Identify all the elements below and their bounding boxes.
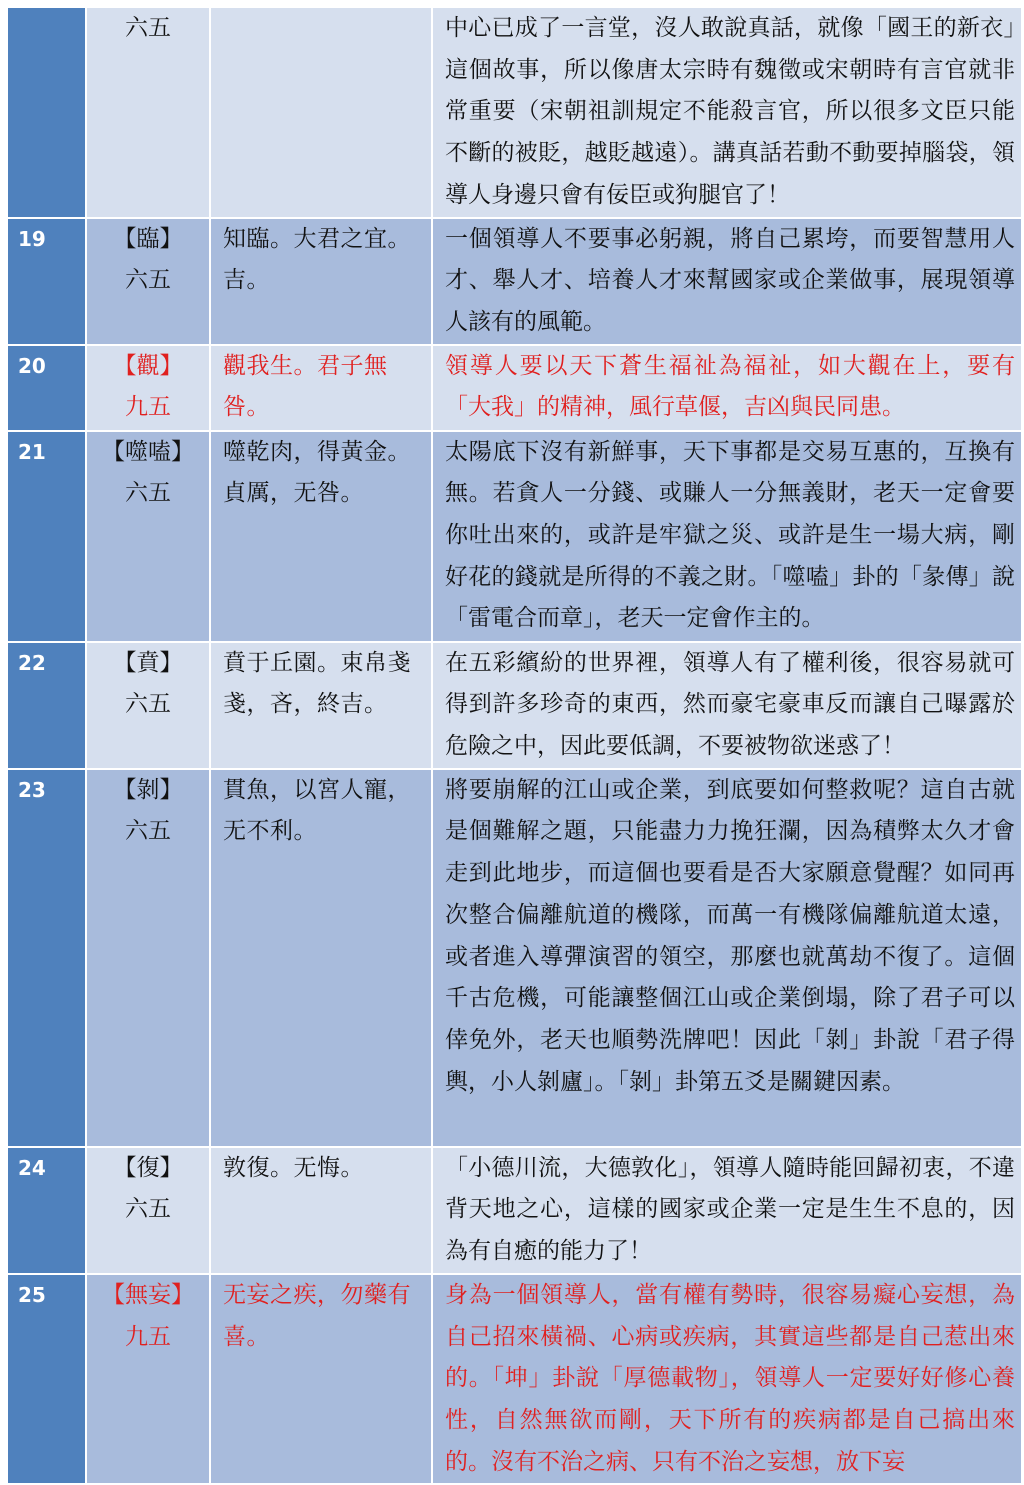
hexagram-name: 【噬嗑】 xyxy=(102,438,194,465)
hexagram-name: 【無妄】 xyxy=(102,1281,194,1308)
explanation: 中心已成了一言堂，沒人敢說真話，就像「國王的新衣」這個故事，所以像唐太宗時有魏徵或宋朝時有言官就非常重要（宋朝祖訓規定不能殺言官，所以很多文臣只能不斷的被貶，越貶越遠）。講真話若動不動要掉腦袋，領導人身邊只會有佞臣或狗腿官了！ xyxy=(432,7,1022,218)
row-number: 22 xyxy=(7,642,86,769)
yao-text xyxy=(210,7,432,218)
table-row xyxy=(7,1147,1022,1274)
hexagram-name: 【剝】 xyxy=(113,776,183,803)
hexagram-cell xyxy=(86,642,210,769)
yao-position: 六五 xyxy=(125,1196,171,1223)
yao-position: 六五 xyxy=(125,818,171,845)
yao-text: 賁于丘園。束帛戔戔，吝，終吉。 xyxy=(210,642,432,769)
yao-text: 无妄之疾，勿藥有喜。 xyxy=(210,1274,432,1485)
table-row xyxy=(7,345,1022,431)
hexagram-name: 【觀】 xyxy=(113,352,183,379)
yao-position: 九五 xyxy=(125,394,171,421)
yao-position: 九五 xyxy=(125,1323,171,1350)
hexagram-cell xyxy=(86,431,210,642)
row-number xyxy=(7,7,86,218)
explanation: 領導人要以天下蒼生福祉為福祉，如大觀在上，要有「大我」的精神，風行草偃，吉凶與民同患。 xyxy=(432,345,1022,431)
row-number: 24 xyxy=(7,1147,86,1274)
table-row xyxy=(7,1274,1022,1485)
hexagram-name: 【復】 xyxy=(113,1154,183,1181)
row-number: 19 xyxy=(7,218,86,345)
yao-position: 六五 xyxy=(125,691,171,718)
hexagram-cell xyxy=(86,7,210,218)
yao-text: 敦復。无悔。 xyxy=(210,1147,432,1274)
hexagram-cell xyxy=(86,345,210,431)
explanation: 「小德川流，大德敦化」，領導人隨時能回歸初衷，不違背天地之心，這樣的國家或企業一定是生生不息的，因為有自癒的能力了！ xyxy=(432,1147,1022,1274)
table-row xyxy=(7,431,1022,642)
explanation: 一個領導人不要事必躬親，將自己累垮，而要智慧用人才、舉人才、培養人才來幫國家或企業做事，展現領導人該有的風範。 xyxy=(432,218,1022,345)
hexagram-name: 【臨】 xyxy=(113,225,183,252)
explanation: 太陽底下沒有新鮮事，天下事都是交易互惠的，互換有無。若貪人一分錢、或賺人一分無義財，老天一定會要你吐出來的，或許是牢獄之災、或許是生一場大病，剛好花的錢就是所得的不義之財。「噬嗑」卦的「彖傳」說「雷電合而章」，老天一定會作主的。 xyxy=(432,431,1022,642)
table-row xyxy=(7,769,1022,1147)
hexagram-cell xyxy=(86,1147,210,1274)
hexagram-cell xyxy=(86,769,210,1147)
hexagram-table xyxy=(6,6,1023,1485)
row-number: 21 xyxy=(7,431,86,642)
hexagram-cell xyxy=(86,218,210,345)
yao-text: 知臨。大君之宜。吉。 xyxy=(210,218,432,345)
explanation: 身為一個領導人，當有權有勢時，很容易癡心妄想，為自己招來橫禍、心病或疾病，其實這些都是自己惹出來的。「坤」卦說「厚德載物」，領導人一定要好好修心養性，自然無欲而剛，天下所有的疾病都是自己搞出來的。沒有不治之病、只有不治之妄想，放下妄 xyxy=(432,1274,1022,1485)
hexagram-cell xyxy=(86,1274,210,1485)
table-row xyxy=(7,642,1022,769)
yao-position: 六五 xyxy=(125,480,171,507)
yao-text: 噬乾肉，得黃金。貞厲，无咎。 xyxy=(210,431,432,642)
yao-text: 觀我生。君子無咎。 xyxy=(210,345,432,431)
explanation: 在五彩繽紛的世界裡，領導人有了權利後，很容易就可得到許多珍奇的東西，然而豪宅豪車反而讓自己曝露於危險之中，因此要低調，不要被物欲迷惑了！ xyxy=(432,642,1022,769)
explanation: 將要崩解的江山或企業，到底要如何整救呢？這自古就是個難解之題，只能盡力力挽狂瀾，因為積弊太久才會走到此地步，而這個也要看是否大家願意覺醒？如同再次整合偏離航道的機隊，而萬一有機隊偏離航道太遠，或者進入導彈演習的領空，那麼也就萬劫不復了。這個千古危機，可能讓整個江山或企業倒塌，除了君子可以倖免外，老天也順勢洗牌吧！因此「剝」卦說「君子得輿，小人剝廬」。「剝」卦第五爻是關鍵因素。 xyxy=(432,769,1022,1147)
hexagram-name: 【賁】 xyxy=(113,649,183,676)
yao-position: 六五 xyxy=(125,267,171,294)
row-number: 20 xyxy=(7,345,86,431)
table-row xyxy=(7,7,1022,218)
yao-text: 貫魚，以宮人寵，无不利。 xyxy=(210,769,432,1147)
yao-position: 六五 xyxy=(125,15,171,41)
row-number: 23 xyxy=(7,769,86,1147)
row-number: 25 xyxy=(7,1274,86,1485)
table-row xyxy=(7,218,1022,345)
